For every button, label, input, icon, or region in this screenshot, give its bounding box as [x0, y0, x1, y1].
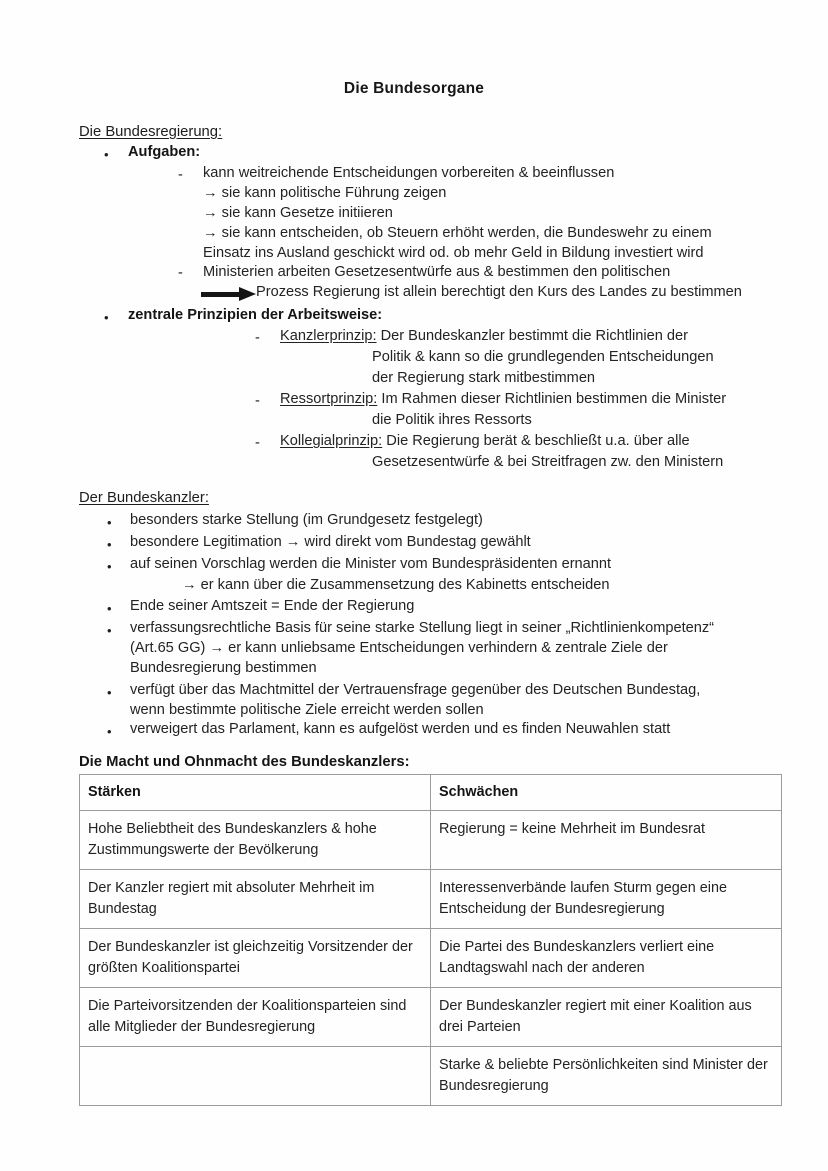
cell-schwaechen: Starke & beliebte Persönlichkeiten sind Minister der Bundesregierung — [431, 1047, 782, 1106]
principle-term: Kanzlerprinzip: — [280, 328, 377, 344]
table-row — [80, 1047, 782, 1106]
list-item: besondere Legitimation → wird direkt vom Bundestag gewählt — [130, 534, 531, 550]
cell-schwaechen: Regierung = keine Mehrheit im Bundesrat — [431, 811, 782, 870]
bullet-glyph: • — [104, 147, 109, 162]
dash-glyph: - — [178, 167, 183, 183]
principle-term: Ressortprinzip: — [280, 391, 378, 407]
list-item: verfassungsrechtliche Basis für seine starke Stellung liegt in seiner „Richtlinienkompetenz“ — [130, 620, 715, 636]
bullet-glyph: • — [107, 601, 112, 616]
cell-staerken: Hohe Beliebtheit des Bundeskanzlers & hohe Zustimmungswerte der Bevölkerung — [80, 811, 431, 870]
principle-entry — [280, 329, 688, 344]
list-item: wenn bestimmte politische Ziele erreicht werden sollen — [130, 702, 484, 718]
list-item: → sie kann politische Führung zeigen — [203, 185, 447, 201]
list-item: kann weitreichende Entscheidungen vorbereiten & beeinflussen — [203, 165, 615, 181]
principle-entry — [280, 434, 690, 449]
principle-text: Gesetzesentwürfe & bei Streitfragen zw. den Ministern — [372, 454, 724, 470]
bullet-glyph: • — [107, 559, 112, 574]
bullet-glyph: • — [107, 623, 112, 638]
principle-text: Der Bundeskanzler bestimmt die Richtlinien der — [380, 328, 689, 344]
bullet-glyph: • — [107, 685, 112, 700]
principle-entry — [280, 392, 726, 407]
list-item: Ministerien arbeiten Gesetzesentwürfe aus & bestimmen den politischen — [203, 264, 671, 280]
principle-text: Die Regierung berät & beschließt u.a. über alle — [386, 433, 690, 449]
cell-schwaechen: Der Bundeskanzler regiert mit einer Koalition aus drei Parteien — [431, 988, 782, 1047]
bullet-glyph: • — [104, 310, 109, 325]
principle-text: der Regierung stark mitbestimmen — [372, 370, 596, 386]
table-row — [80, 811, 782, 870]
macht-ohnmacht-table — [79, 774, 782, 1106]
right-arrow-icon — [201, 287, 257, 301]
cell-staerken: Der Kanzler regiert mit absoluter Mehrheit im Bundestag — [80, 870, 431, 929]
dash-glyph: - — [178, 265, 183, 281]
subheading-prinzipien: zentrale Prinzipien der Arbeitsweise: — [128, 307, 383, 323]
principle-text: Im Rahmen dieser Richtlinien bestimmen die Minister — [381, 391, 727, 407]
dash-glyph: - — [255, 393, 260, 409]
subheading-aufgaben: Aufgaben: — [128, 144, 201, 160]
section-heading-bundesregierung: Die Bundesregierung: — [79, 124, 223, 140]
dash-glyph: - — [255, 330, 260, 346]
cell-staerken: Der Bundeskanzler ist gleichzeitig Vorsitzender der größten Koalitionspartei — [80, 929, 431, 988]
list-item: Ende seiner Amtszeit = Ende der Regierung — [130, 598, 415, 614]
list-item: (Art.65 GG) → er kann unliebsame Entscheidungen verhindern & zentrale Ziele der — [130, 640, 668, 656]
table-heading: Die Macht und Ohnmacht des Bundeskanzlers: — [79, 754, 410, 770]
table-row — [80, 988, 782, 1047]
list-item: → sie kann entscheiden, ob Steuern erhöht werden, die Bundeswehr zu einem — [203, 225, 712, 241]
column-header-schwaechen: Schwächen — [431, 775, 782, 811]
principle-term: Kollegialprinzip: — [280, 433, 383, 449]
list-item: Bundesregierung bestimmen — [130, 660, 317, 676]
list-item: verfügt über das Machtmittel der Vertrauensfrage gegenüber des Deutschen Bundestag, — [130, 682, 701, 698]
table-row — [80, 929, 782, 988]
list-item: auf seinen Vorschlag werden die Minister vom Bundespräsidenten ernannt — [130, 556, 612, 572]
list-item: besonders starke Stellung (im Grundgesetz festgelegt) — [130, 512, 483, 528]
bullet-glyph: • — [107, 537, 112, 552]
page-title: Die Bundesorgane — [343, 80, 485, 97]
section-heading-bundeskanzler: Der Bundeskanzler: — [79, 490, 209, 506]
list-item: verweigert das Parlament, kann es aufgelöst werden und es finden Neuwahlen statt — [130, 721, 671, 737]
bullet-glyph: • — [107, 515, 112, 530]
principle-text: die Politik ihres Ressorts — [372, 412, 532, 428]
column-header-staerken: Stärken — [80, 775, 431, 811]
table-header-row — [80, 775, 782, 811]
cell-staerken: Die Parteivorsitzenden der Koalitionsparteien sind alle Mitglieder der Bundesregierung — [80, 988, 431, 1047]
dash-glyph: - — [255, 435, 260, 451]
list-item: → er kann über die Zusammensetzung des Kabinetts entscheiden — [182, 577, 610, 593]
cell-schwaechen: Interessenverbände laufen Sturm gegen eine Entscheidung der Bundesregierung — [431, 870, 782, 929]
list-item: → sie kann Gesetze initiieren — [203, 205, 393, 221]
list-item: Einsatz ins Ausland geschickt wird od. ob mehr Geld in Bildung investiert wird — [203, 245, 704, 261]
list-item: Prozess Regierung ist allein berechtigt den Kurs des Landes zu bestimmen — [256, 284, 742, 300]
bullet-glyph: • — [107, 724, 112, 739]
cell-staerken-empty — [80, 1047, 431, 1106]
principle-text: Politik & kann so die grundlegenden Entscheidungen — [372, 349, 714, 365]
cell-schwaechen: Die Partei des Bundeskanzlers verliert eine Landtagswahl nach der anderen — [431, 929, 782, 988]
table-row — [80, 870, 782, 929]
